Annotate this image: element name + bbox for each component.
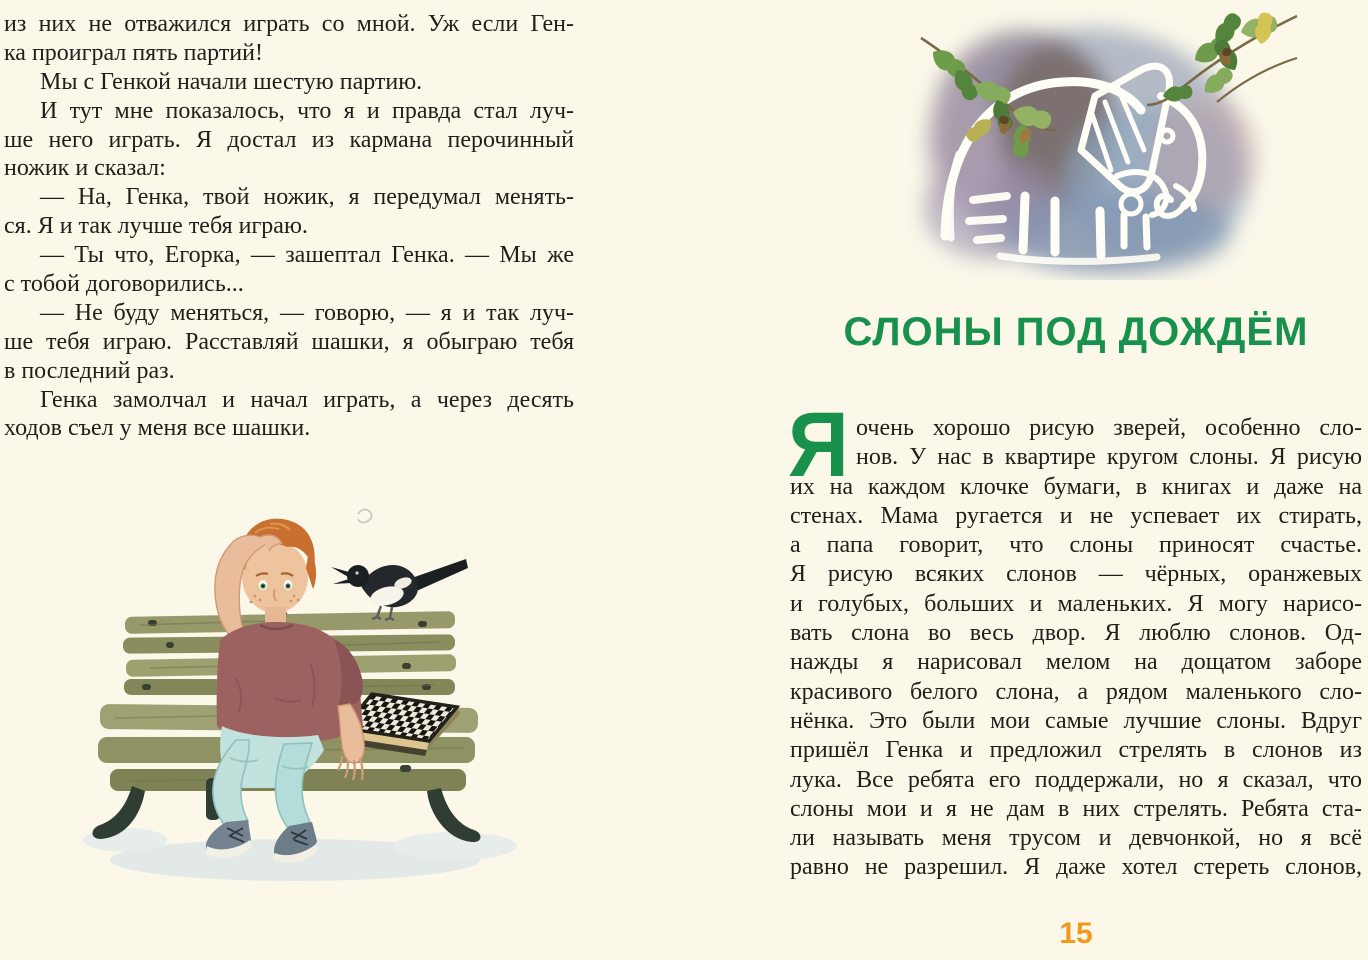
paragraph [4, 299, 574, 386]
text-line: Мы с Генкой начали шестую партию. [40, 68, 423, 95]
text-line: ножик и сказал: [4, 155, 166, 182]
elephant-illustration [905, 0, 1305, 280]
text-line: очень хорошо рисую зверей, особенно сло- [856, 415, 1362, 441]
left-page-text [4, 10, 574, 443]
text-line: из них не отважился играть со мной. Уж если Ген- [4, 11, 574, 37]
text-line: ше него играть. Я достал из кармана перочинный [4, 126, 574, 153]
bench-illustration [70, 488, 610, 908]
magpie [331, 509, 468, 620]
text-line: — Ты что, Егорка, — зашептал Генка. — Мы же [40, 242, 574, 269]
text-line: нажды я нарисовал мелом на дощатом заборе [790, 649, 1362, 676]
page-number: 15 [1059, 917, 1093, 950]
drop-cap: Я [788, 394, 849, 496]
text-line: ся. Я и так лучше тебя играю. [4, 213, 308, 240]
text-line: нов. У нас в квартире кругом слоны. Я рисую [856, 444, 1362, 471]
text-line: ходов съел у меня все шашки. [4, 415, 311, 442]
paragraph [4, 183, 574, 241]
text-line: ше тебя играю. Расставляй шашки, я обыграю тебя [4, 328, 574, 355]
text-line: пришёл Генка и предложил стрелять в слонов из [790, 737, 1362, 764]
text-line: нёнка. Это были мои самые лучшие слоны. Вдруг [790, 707, 1362, 734]
text-line: Я рисую всяких слонов — чёрных, оранжевых [790, 561, 1362, 588]
body-lines [790, 473, 1362, 883]
text-line: — На, Генка, твой ножик, я передумал менять- [40, 184, 574, 211]
text-line: ли называть меня трусом и девчонкой, но я всё [790, 825, 1362, 852]
paragraph [4, 10, 574, 68]
text-line: в последний раз. [4, 357, 175, 384]
text-line: стенах. Мама ругается и не успевает их стирать, [790, 502, 1362, 529]
text-line: с тобой договорились... [4, 271, 244, 298]
text-line: равно не разрешил. Я даже хотел стереть слонов, [790, 854, 1362, 881]
text-line: и голубых, больших и маленьких. Я могу нарисо- [790, 590, 1362, 617]
text-line: И тут мне показалось, что я и правда стал луч- [40, 97, 574, 124]
text-line: Генка замолчал и начал играть, а через десять [40, 386, 574, 413]
text-line: — Не буду меняться, — говорю, — я и так луч- [40, 299, 574, 326]
paragraph [4, 68, 574, 97]
text-line: лука. Все ребята его поддержали, но я сказал, что [790, 766, 1362, 793]
paragraph [4, 241, 574, 299]
text-line: слоны мои и я не дам в них стрелять. Ребята ста- [790, 795, 1362, 822]
watercolor-background [923, 28, 1258, 274]
paragraph [4, 97, 574, 184]
paragraph [4, 386, 574, 444]
text-line: вать слона во весь двор. Я люблю слонов. Од- [790, 620, 1362, 647]
text-line: красивого белого слона, а рядом маленького сло- [790, 678, 1362, 705]
dropcap-lines [790, 414, 1362, 473]
text-line: ка проиграл пять партий! [4, 39, 263, 66]
text-line: их на каждом клочке бумаги, в книгах и даже на [790, 473, 1362, 500]
chapter-title: СЛОНЫ ПОД ДОЖДЁМ [843, 310, 1309, 354]
right-page-text [788, 394, 1362, 883]
text-line: а папа говорит, что слоны приносят счастье. [790, 532, 1362, 559]
